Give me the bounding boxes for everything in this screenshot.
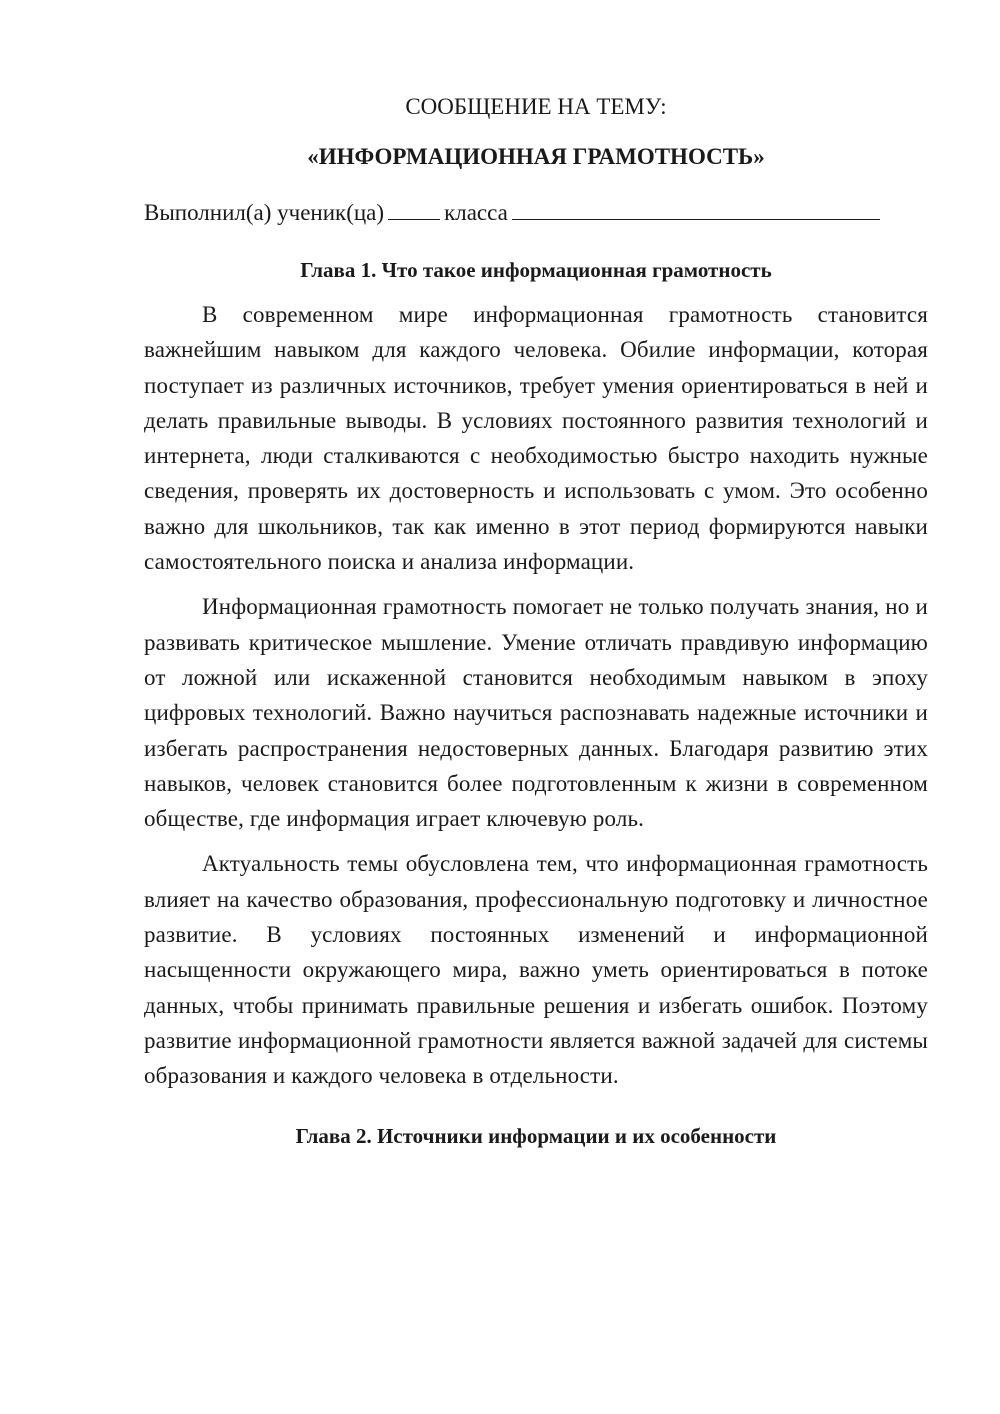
chapter-1-paragraph-3: Актуальность темы обусловлена тем, что информационная грамотность влияет на качество образования, профессиональную подготовку и личностное развитие. В условиях постоянных изменений и информационной насыщенности окружающего мира, важно уметь ориентироваться в потоке данных, чтобы принимать правильные решения и избегать ошибок. Поэтому развитие информационной грамотности является важной задачей для системы образования и каждого человека в отдельности.: [144, 851, 928, 1089]
chapter-1-paragraph-1: В современном мире информационная грамотность становится важнейшим навыком для каждого человека. Обилие информации, которая поступает из различных источников, требует умения ориентироваться в ней и делать правильные выводы. В условиях постоянного развития технологий и интернета, люди сталкиваются с необходимостью быстро находить нужные сведения, проверять их достоверность и использовать с умом. Это особенно важно для школьников, так как именно в этот период формируются навыки самостоятельного поиска и анализа информации.: [144, 302, 928, 575]
author-middle: класса: [444, 200, 508, 225]
author-line: [144, 197, 928, 228]
document-title: СООБЩЕНИЕ НА ТЕМУ:: [405, 94, 667, 119]
document-page: [144, 92, 928, 1151]
chapter-2-heading: Глава 2. Источники информации и их особенности: [295, 1123, 777, 1148]
document-subtitle: «ИНФОРМАЦИОННАЯ ГРАМОТНОСТЬ»: [307, 144, 765, 169]
student-name-blank: [512, 197, 880, 220]
chapter-1-paragraph-2: Информационная грамотность помогает не только получать знания, но и развивать критическое мышление. Умение отличать правдивую информацию от ложной или искаженной становится необходимым навыком в эпоху цифровых технологий. Важно научиться распознавать надежные источники и избегать распространения недостоверных данных. Благодаря развитию этих навыков, человек становится более подготовленным к жизни в современном обществе, где информация играет ключевую роль.: [144, 594, 928, 832]
class-number-blank: [388, 197, 440, 220]
chapter-1-heading: Глава 1. Что такое информационная грамотность: [300, 258, 772, 282]
author-prefix: Выполнил(а) ученик(ца): [144, 200, 385, 225]
